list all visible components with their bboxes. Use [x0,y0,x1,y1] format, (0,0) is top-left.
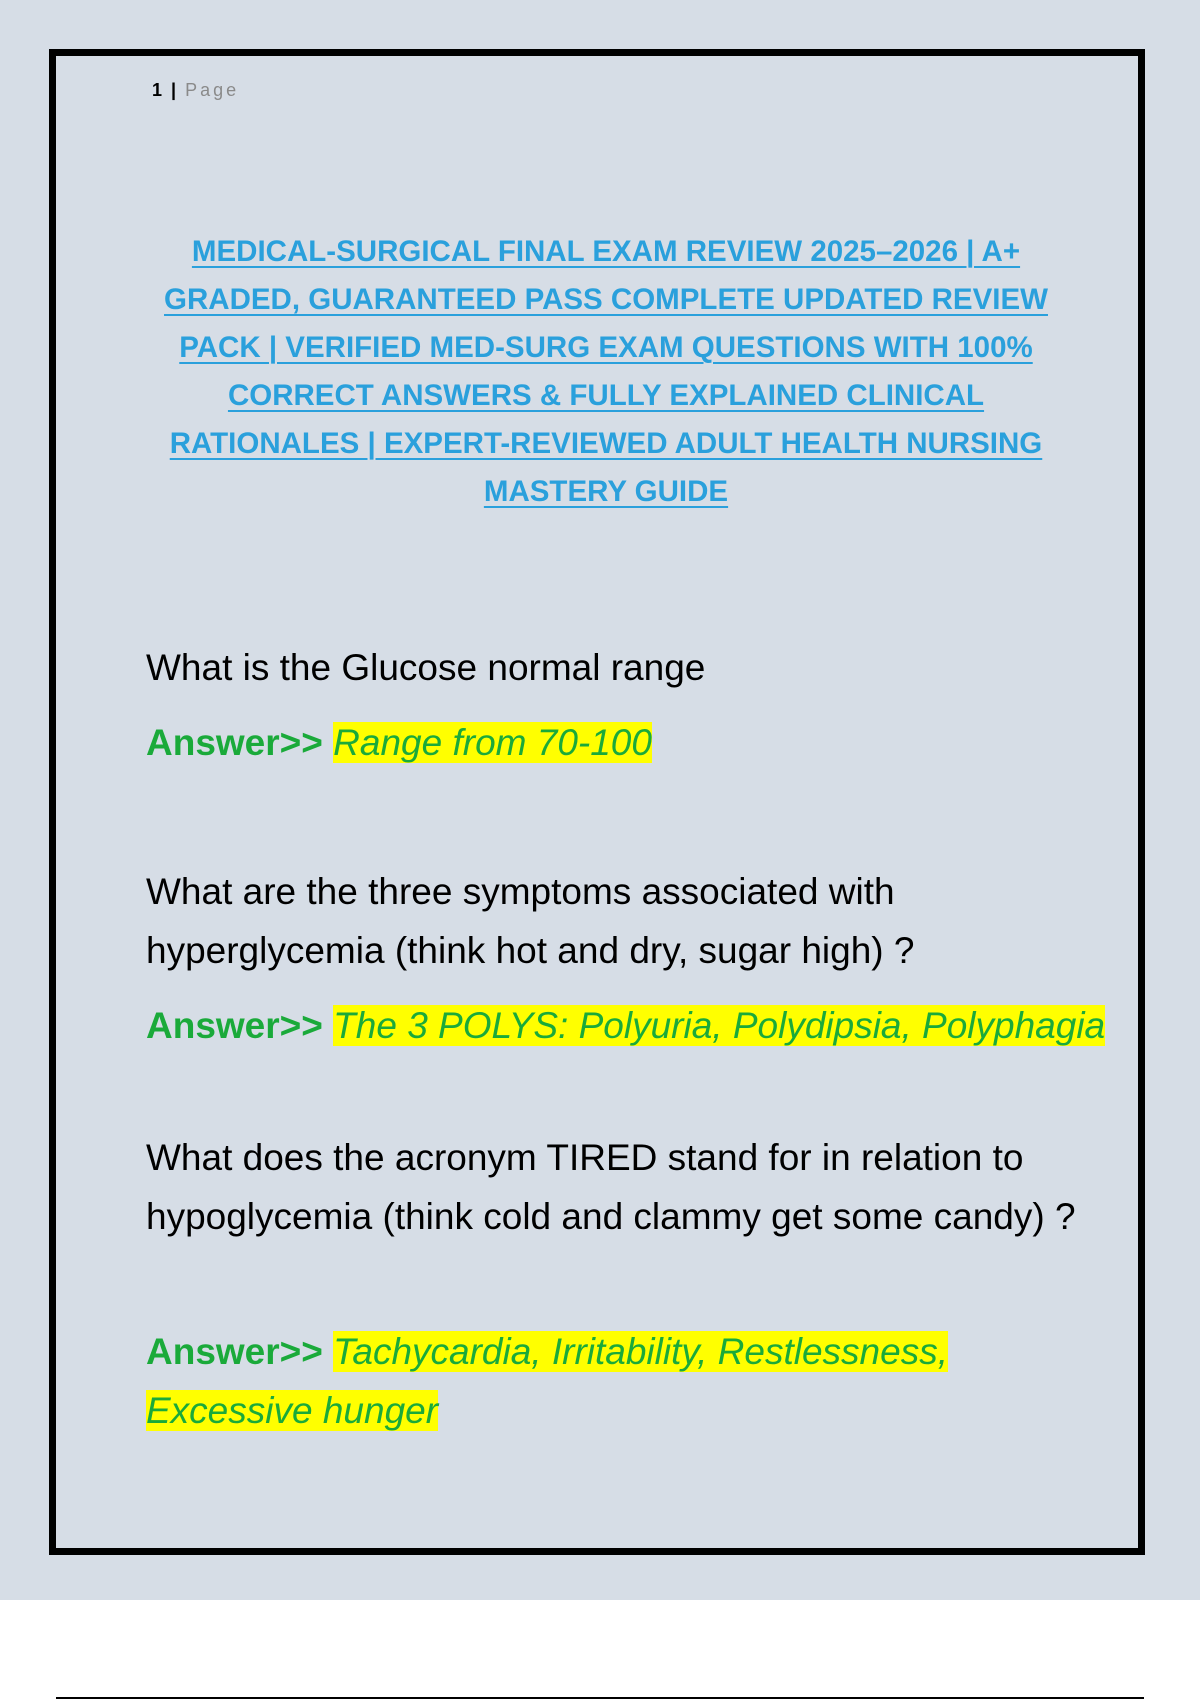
answer-label: Answer>> [146,722,323,763]
question-3: What does the acronym TIRED stand for in relation to hypoglycemia (think cold and clammy get some candy) ? [146,1137,1076,1237]
answer-2 [146,996,1106,1055]
question-1: What is the Glucose normal range [146,647,706,688]
answer-1-text: Range from 70-100 [333,722,652,763]
document-title: MEDICAL-SURGICAL FINAL EXAM REVIEW 2025–2026 | A+ GRADED, GUARANTEED PASS COMPLETE UPDATED REVIEW PACK | VERIFIED MED-SURG EXAM QUESTIONS WITH 100% CORRECT ANSWERS & FULLY EXPLAINED CLINICAL RATIONALES | EXPERT-REVIEWED ADULT HEALTH NURSING MASTERY GUIDE [164,235,1048,508]
page-number [152,80,239,101]
page-number-label: Page [185,80,240,100]
page-border [49,49,1145,1555]
footer-rule [56,1697,1144,1699]
question-2: What are the three symptoms associated with hyperglycemia (think hot and dry, sugar high) ? [146,871,915,971]
answer-3 [146,1322,1106,1440]
page-number-value: 1 [152,80,164,100]
page-number-separator: | [171,80,178,100]
answer-3-text: Tachycardia, Irritability, Restlessness, Excessive hunger [146,1331,948,1431]
answer-label: Answer>> [146,1331,323,1372]
answer-2-text: The 3 POLYS: Polyuria, Polydipsia, Polyphagia [333,1005,1106,1046]
answer-label: Answer>> [146,1005,323,1046]
answer-1 [146,713,1106,772]
